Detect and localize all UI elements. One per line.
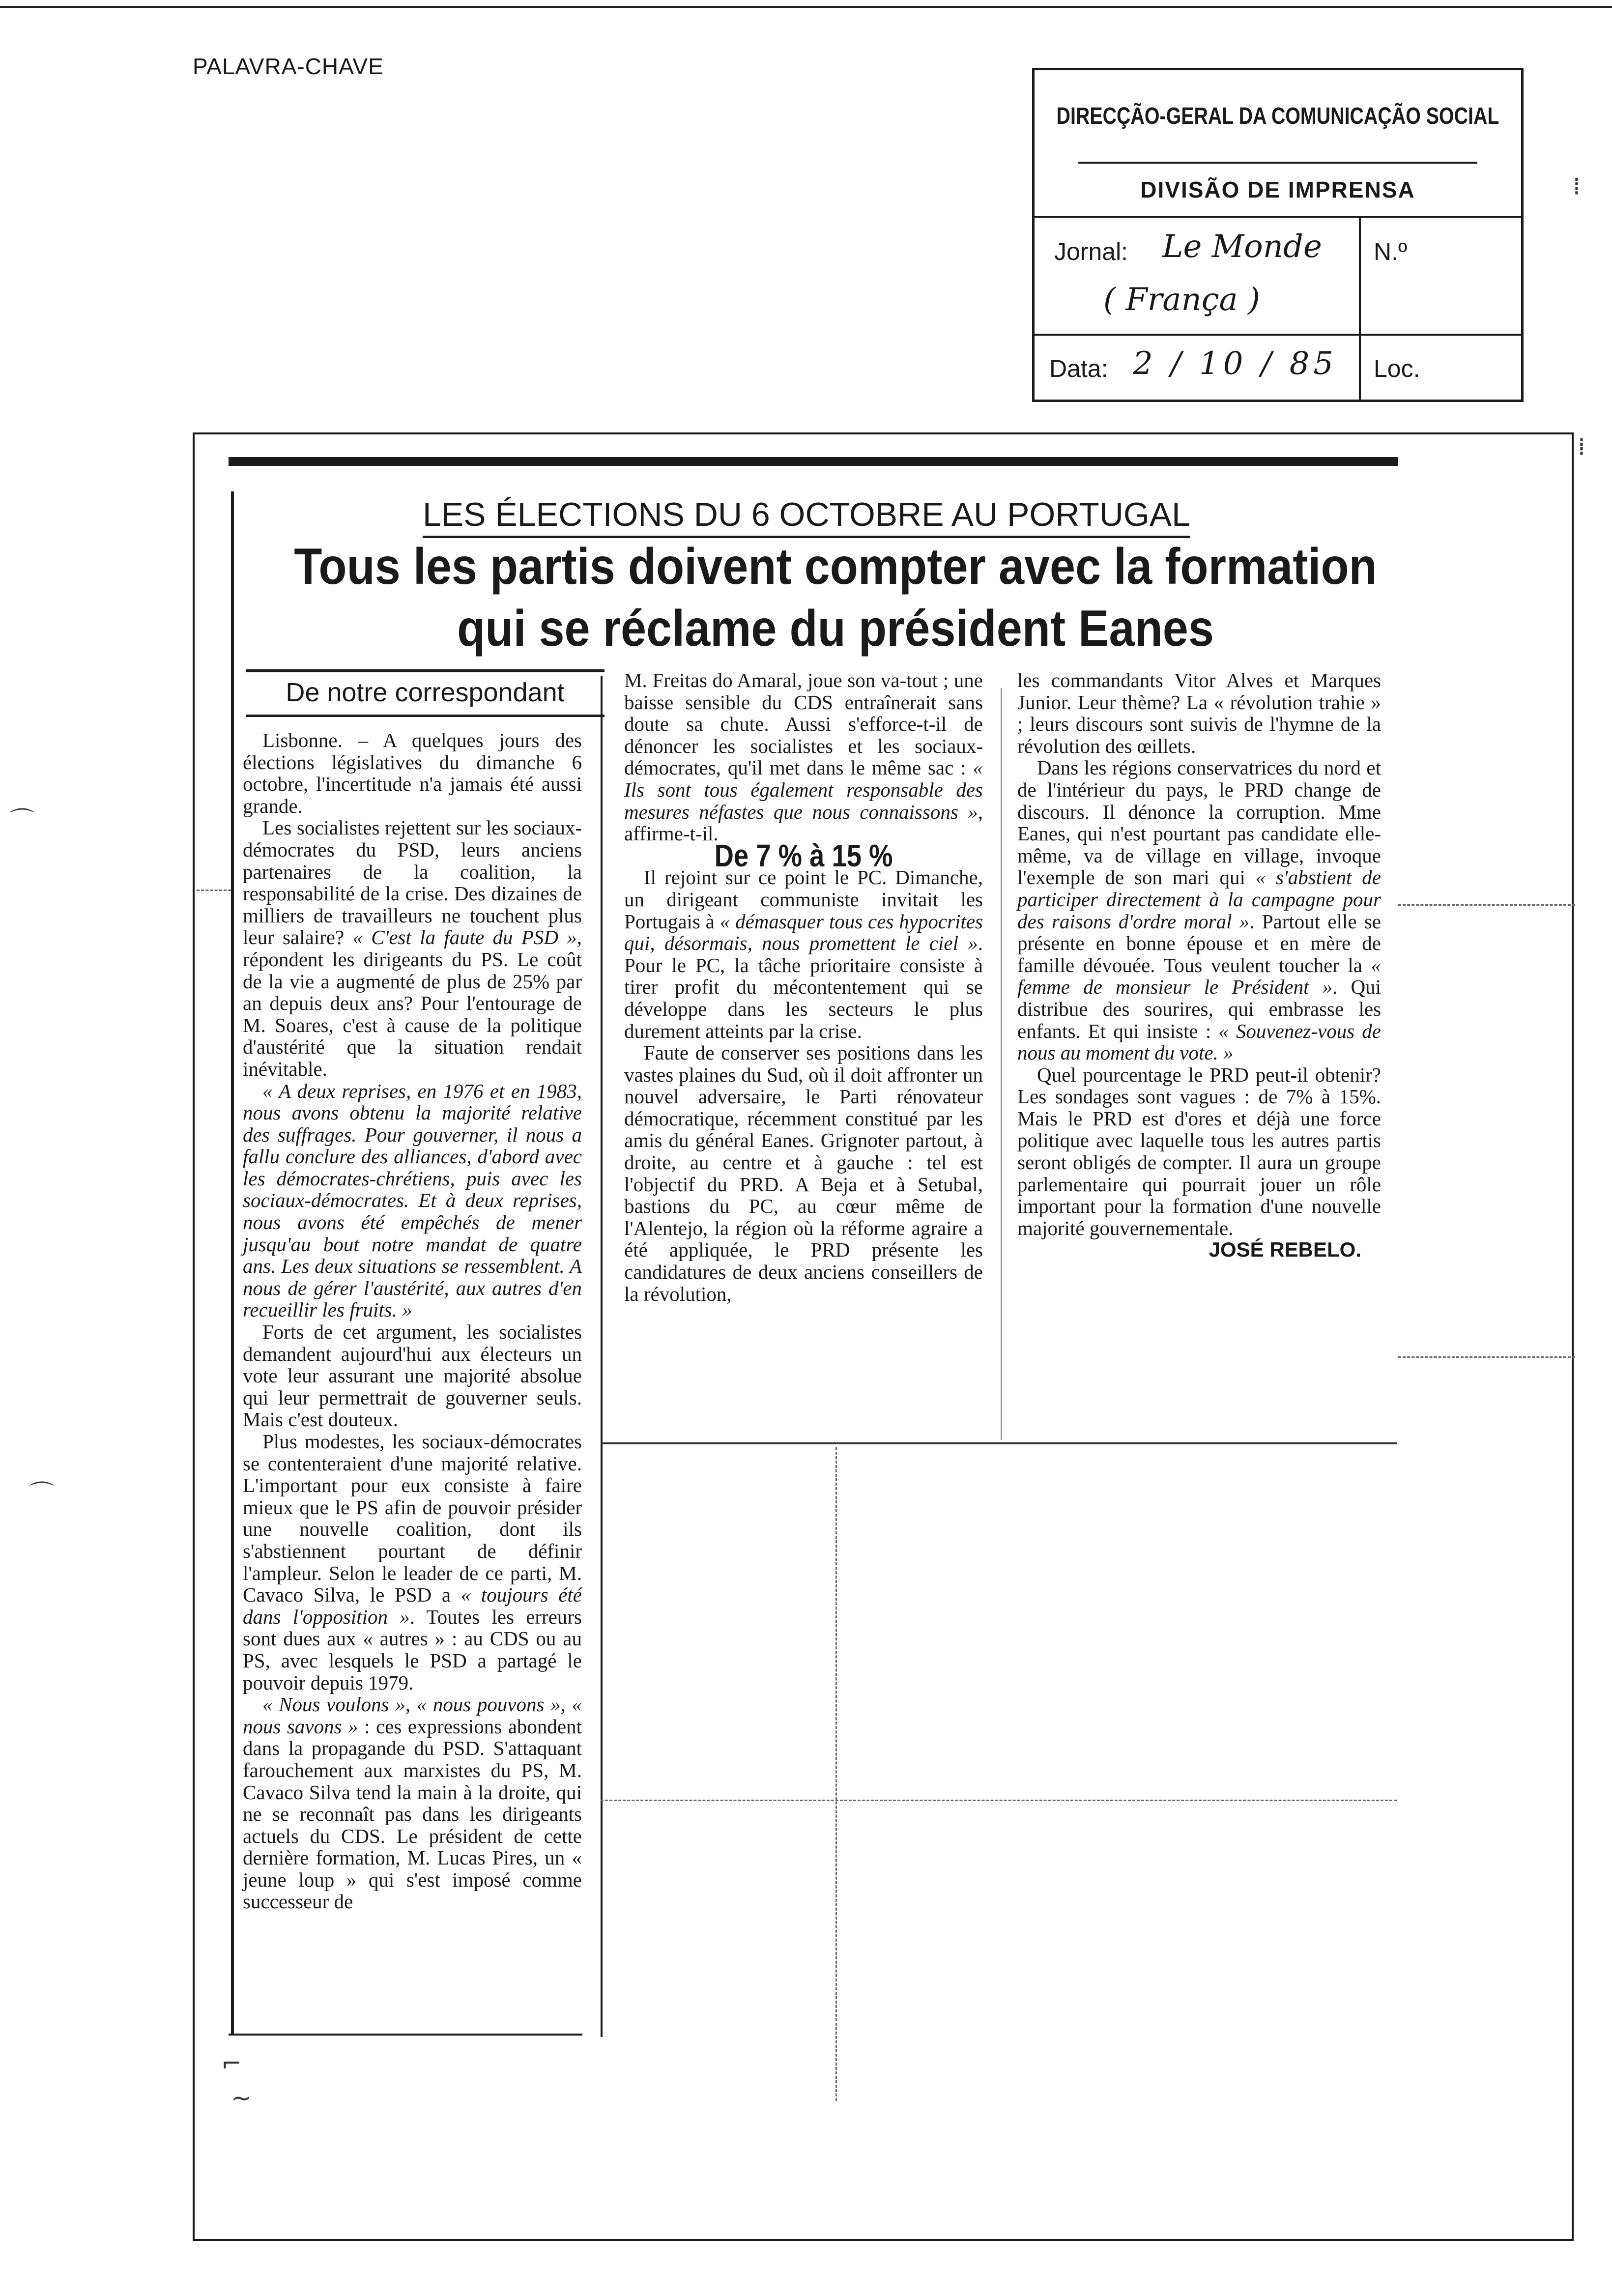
keyword-label: PALAVRA-CHAVE: [193, 54, 384, 79]
paragraph: Il rejoint sur ce point le PC. Dimanche, un dirigeant communiste invitait les Portugais à « démasquer tous ces hypocrites qui, désormais, nous promettent le ciel ». Pour le PC, la tâche prioritaire consiste à tirer profit du mécontentement qui se développe dans les secteurs le plus durement atteints par la crise.: [624, 866, 983, 1042]
journal-handwritten-name: Le Monde: [1162, 229, 1322, 265]
stamp-date-row: [1035, 336, 1521, 400]
column-rule-right: [1001, 688, 1002, 1440]
scan-mark: ⁞: [1578, 432, 1585, 461]
article-column-1: [243, 729, 582, 1913]
column-rule-left: [601, 676, 603, 2037]
stamp-journal-row: [1035, 218, 1521, 336]
cut-guide-vertical: [835, 1447, 837, 2101]
headline-line-1: Tous les partis doivent compter avec la formation: [294, 538, 1377, 595]
stamp-division: DIVISÃO DE IMPRENSA: [1035, 164, 1521, 218]
paragraph: « Nous voulons », « nous pouvons », « nous savons » : ces expressions abondent dans la propagande du PSD. S'attaquant farouchement aux marxistes du PS, M. Cavaco Silva tend la main à la droite, qui ne se reconnaît pas dans les dirigeants actuels du CDS. Le président de cette dernière formation, M. Lucas Pires, un « jeune loup » qui s'est imposé comme successeur de: [243, 1693, 582, 1913]
paragraph: Dans les régions conservatrices du nord et de l'intérieur du pays, le PRD change de discours. Il dénonce la corruption. Mme Eanes, qui n'est pourtant pas candidate elle-même, va de village en village, invoque l'exemple de son mari qui « s'abstient de participer directement à la campagne pour des raisons d'ordre moral ». Partout elle se présente en bonne épouse et en mère de famille dévouée. Tous veulent toucher la « femme de monsieur le Président ». Qui distribue des sourires, qui embrasse les enfants. Et qui insiste : « Souvenez-vous de nous au moment du vote. »: [1017, 756, 1381, 1064]
paragraph: Faute de conserver ses positions dans les vastes plaines du Sud, où il doit affronter un nouvel adversaire, le Parti rénovateur démocratique, récemment constitué par les amis du général Eanes. Grignoter partout, à droite, au centre et à gauche : tel est l'objectif du PRD. A Beja et à Setubal, bastions du PC, au cœur même de l'Alentejo, la région où la réforme agraire a été appliquée, le PRD présente les candidatures de deux anciens conseillers de la révolution,: [624, 1041, 983, 1305]
paragraph: Lisbonne. – A quelques jours des élections législatives du dimanche 6 octobre, l'incertitude n'a jamais été aussi grande.: [243, 729, 582, 817]
journal-handwritten-country: ( França ): [1103, 282, 1260, 318]
paragraph: Quel pourcentage le PRD peut-il obtenir? Les sondages sont vagues : de 7% à 15%. Mais le PRD est d'ores et déjà une force politique avec laquelle tous les autres partis seront obligés de compter. Il aura un groupe parlementaire qui pourrait jouer un rôle important pour la formation d'une nouvelle majorité gouvernementale.: [1017, 1063, 1381, 1239]
cut-guide-right-lower: [1398, 1356, 1575, 1358]
scan-mark: ⌒: [10, 806, 34, 835]
article-end-rule: [601, 1442, 1397, 1444]
cut-guide-left: [197, 890, 231, 891]
cut-guide-horizontal: [601, 1800, 1397, 1801]
loc-label: Loc.: [1374, 355, 1420, 382]
press-office-stamp: [1032, 68, 1524, 402]
article-kicker: LES ÉLECTIONS DU 6 OCTOBRE AU PORTUGAL: [423, 495, 1190, 538]
article-headline: [278, 536, 1393, 660]
headline-line-2: qui se réclame du président Eanes: [457, 600, 1214, 657]
scan-mark: ⁞: [1573, 172, 1581, 201]
stamp-org: DIRECÇÃO-GERAL DA COMUNICAÇÃO SOCIAL: [1078, 70, 1477, 164]
paragraph: les commandants Vitor Alves et Marques Junior. Leur thème? La « révolution trahie » ; leurs discours sont suivis de l'hymne de la révolution des œillets.: [1017, 669, 1381, 757]
column-bottom-rule: [229, 2034, 582, 2036]
paragraph: Plus modestes, les sociaux-démocrates se contenteraient d'une majorité relative. L'important pour eux consiste à faire mieux que le PS afin de pouvoir présider une nouvelle coalition, dont ils s'abstiennent pourtant de définir l'ampleur. Selon le leader de ce parti, M. Cavaco Silva, le PSD a « toujours été dans l'opposition ». Toutes les erreurs sont dues aux « autres » : au CDS ou au PS, avec lesquels le PSD a partagé le pouvoir depuis 1979.: [243, 1430, 582, 1694]
cut-guide-right: [1398, 904, 1575, 906]
paragraph: M. Freitas do Amaral, joue son va-tout ; une baisse sensible du CDS entraînerait sans doute sa chute. Aussi s'efforce-t-il de dénoncer les socialistes et les sociaux-démocrates, qu'il met dans le même sac : « Ils sont tous également responsable des mesures néfastes que nous connaissons », affirme-t-il.: [624, 669, 983, 845]
stamp-divider: [1359, 218, 1361, 400]
scan-mark: ⌒: [29, 1480, 54, 1508]
byline: De notre correspondant: [246, 669, 604, 717]
scan-mark: ⌐: [221, 2049, 242, 2078]
article-column-3: [1017, 669, 1381, 1261]
paragraph: Les socialistes rejettent sur les sociaux-démocrates du PSD, leurs anciens partenaires de la coalition, la responsabilité de la crise. Des dizaines de milliers de travailleurs ne touchent plus leur salaire? « C'est la faute du PSD », répondent les dirigeants du PS. Le coût de la vie a augmenté de plus de 25% par an depuis deux ans? Pour l'entourage de M. Soares, c'est à cause de la politique d'austérité que la situation rendait inévitable.: [243, 816, 582, 1080]
scan-mark: ~: [231, 2084, 252, 2112]
article-top-rule: [229, 457, 1398, 466]
author-signature: JOSÉ REBELO.: [1209, 1238, 1361, 1262]
date-label: Data:: [1049, 355, 1108, 382]
journal-label: Jornal:: [1054, 238, 1128, 265]
quote-paragraph: « A deux reprises, en 1976 et en 1983, nous avons obtenu la majorité relative des suffrages. Pour gouverner, il nous a fallu conclure des alliances, d'abord avec les démocrates-chrétiens, puis avec les sociaux-démocrates. Et à deux reprises, nous avons été empêchés de mener jusqu'au bout notre mandat de quatre ans. Les deux situations se ressemblent. A nous de gérer l'austérité, aux autres d'en recueillir les fruits. »: [243, 1079, 582, 1321]
number-label: N.º: [1374, 238, 1408, 265]
paragraph: Forts de cet argument, les socialistes demandent aujourd'hui aux électeurs un vote leur assurant une majorité absolue qui leur permettrait de gouverner seuls. Mais c'est douteux.: [243, 1320, 582, 1431]
top-border-line: [0, 6, 1612, 8]
article-column-2: [624, 669, 983, 1305]
date-handwritten-value: 2 / 10 / 85: [1133, 345, 1338, 382]
article-left-rule: [231, 491, 234, 2035]
section-subhead: De 7 % à 15 %: [714, 837, 893, 873]
